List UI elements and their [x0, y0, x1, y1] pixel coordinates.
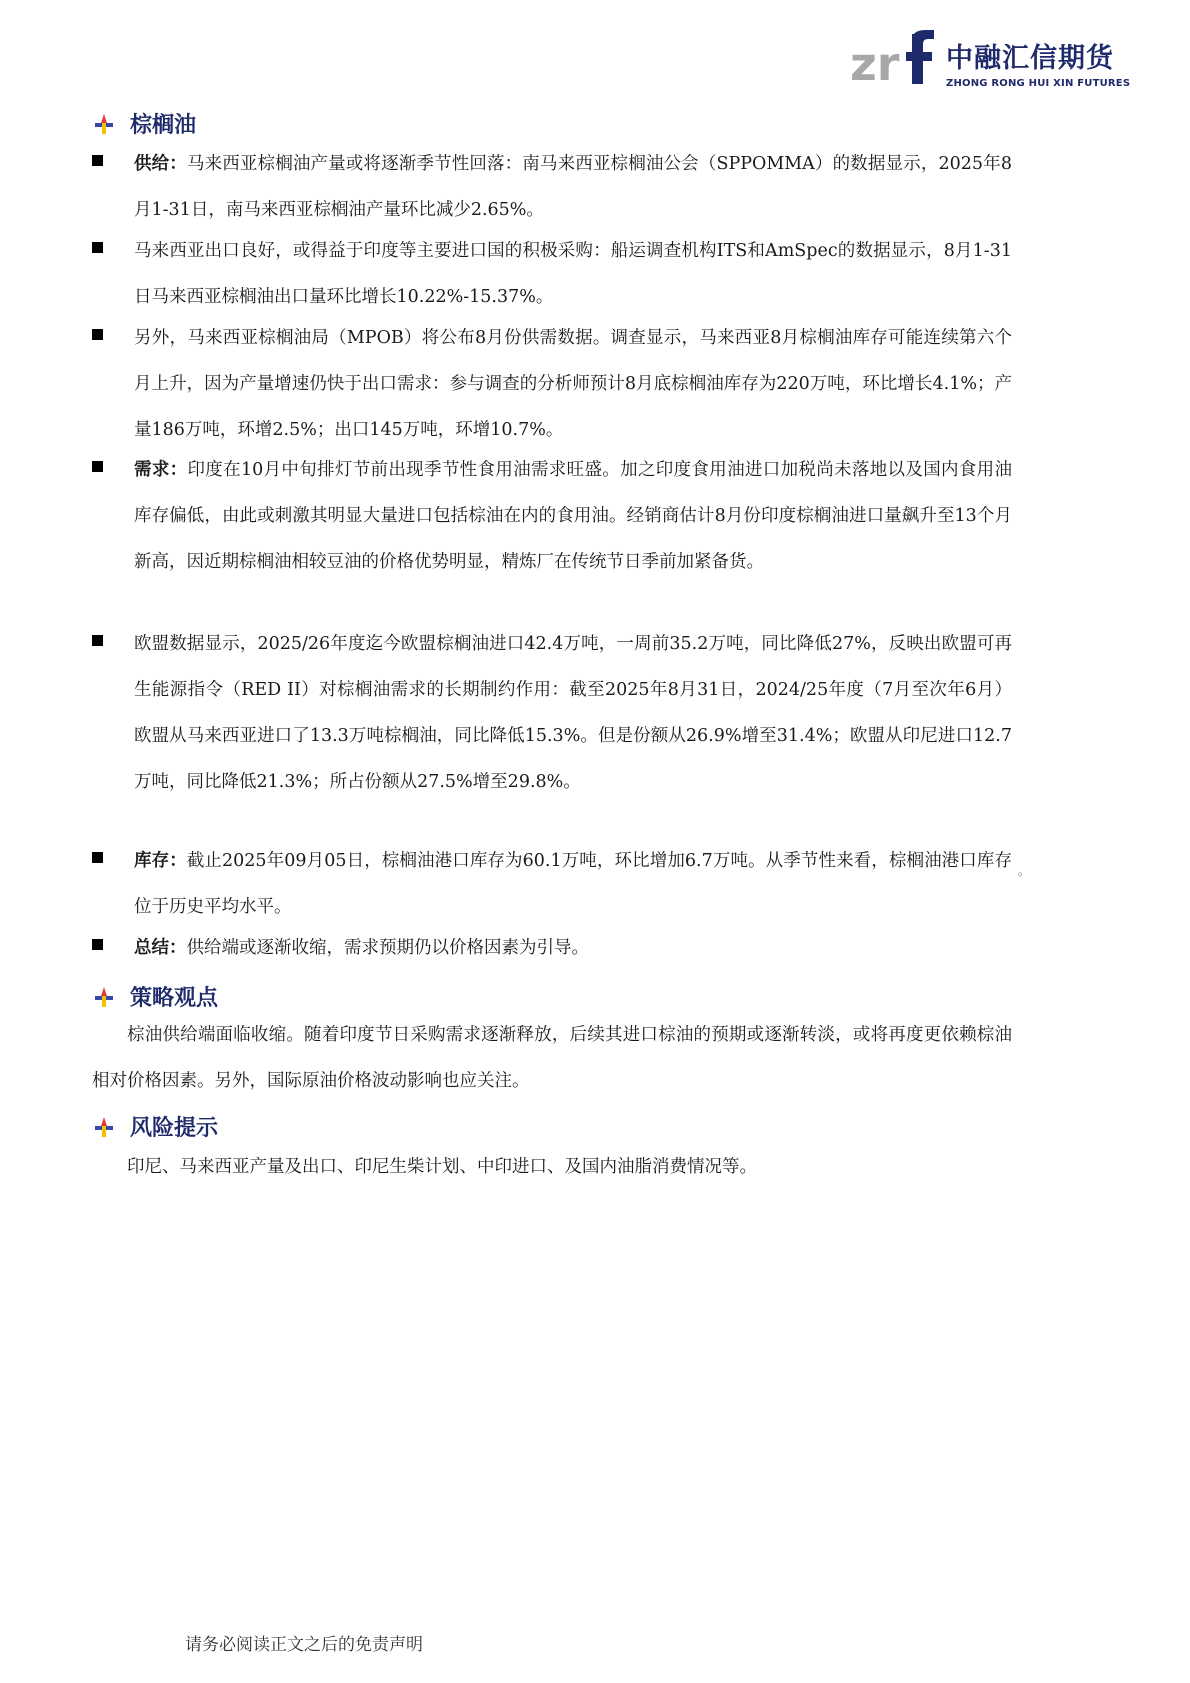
list-item-eu — [92, 621, 1012, 805]
section-marker-icon — [93, 986, 115, 1008]
section-heading-risk — [93, 1111, 218, 1142]
list-item-mpob — [92, 315, 1012, 453]
item-label: 需求： — [134, 460, 188, 480]
logo-english-name: ZHONG RONG HUI XIN FUTURES — [946, 78, 1131, 89]
item-text: 马来西亚棕榈油产量或将逐渐季节性回落：南马来西亚棕榈油公会（SPPOMMA）的数据显示，2025年8月1-31日，南马来西亚棕榈油产量环比减少2.65%。 — [134, 154, 1012, 220]
section-marker-icon — [93, 113, 115, 135]
list-item-export — [92, 228, 1012, 320]
strategy-paragraph: 棕油供给端面临收缩。随着印度节日采购需求逐渐释放，后续其进口棕油的预期或逐渐转淡，或将再度更依赖棕油相对价格因素。另外，国际原油价格波动影响也应关注。 — [92, 1025, 1012, 1091]
square-bullet-icon — [92, 155, 103, 166]
square-bullet-icon — [92, 329, 103, 340]
list-item-demand — [92, 447, 1012, 585]
list-item-summary — [92, 925, 1012, 971]
section-heading-palm-oil — [93, 108, 196, 139]
company-logo — [848, 30, 1131, 90]
disclaimer-footer: 请务必阅读正文之后的免责声明 — [185, 1635, 423, 1655]
section-title: 策略观点 — [130, 986, 219, 1011]
item-label: 供给： — [134, 154, 187, 174]
square-bullet-icon — [92, 461, 103, 472]
section-title: 棕榈油 — [130, 113, 197, 138]
risk-paragraph: 印尼、马来西亚产量及出口、印尼生柴计划、中印进口、及国内油脂消费情况等。 — [127, 1157, 757, 1177]
item-text: 截止2025年09月05日，棕榈油港口库存为60.1万吨，环比增加6.7万吨。从季节性来看，棕榈油港口库存位于历史平均水平。 — [134, 851, 1012, 917]
square-bullet-icon — [92, 635, 103, 646]
zrf-logo-mark — [848, 30, 940, 88]
logo-chinese-name: 中融汇信期货 — [946, 43, 1114, 74]
square-bullet-icon — [92, 242, 103, 253]
square-bullet-icon — [92, 852, 103, 863]
section-marker-icon — [93, 1116, 115, 1138]
svg-text:zr: zr — [850, 37, 900, 88]
item-text: 印度在10月中旬排灯节前出现季节性食用油需求旺盛。加之印度食用油进口加税尚未落地以及国内食用油库存偏低，由此或刺激其明显大量进口包括棕油在内的食用油。经销商估计8月份印度棕榈油进口量飙升至13个月新高，因近期棕榈油相较豆油的价格优势明显，精炼厂在传统节日季前加紧备货。 — [134, 460, 1012, 572]
item-text: 另外，马来西亚棕榈油局（MPOB）将公布8月份供需数据。调查显示，马来西亚8月棕榈油库存可能连续第六个月上升，因为产量增速仍快于出口需求：参与调查的分析师预计8月底棕榈油库存为220万吨，环比增长4.1%；产量186万吨，环增2.5%；出口145万吨，环增10.7%。 — [134, 328, 1012, 440]
item-label: 库存： — [134, 851, 187, 871]
item-text: 欧盟数据显示，2025/26年度迄今欧盟棕榈油进口42.4万吨，一周前35.2万吨，同比降低27%，反映出欧盟可再生能源指令（RED II）对棕榈油需求的长期制约作用：截至2025年8月31日，2024/25年度（7月至次年6月）欧盟从马来西亚进口了13.3万吨棕榈油，同比降低15.3%。但是份额从26.9%增至31.4%；欧盟从印尼进口12.7万吨，同比降低21.3%；所占份额从27.5%增至29.8%。 — [134, 634, 1012, 792]
list-item-supply — [92, 141, 1012, 233]
logo-text — [946, 36, 1130, 89]
item-label: 总结： — [134, 938, 187, 958]
item-text: 马来西亚出口良好，或得益于印度等主要进口国的积极采购：船运调查机构ITS和AmSpec的数据显示，8月1-31日马来西亚棕榈油出口量环比增长10.22%-15.37%。 — [134, 241, 1012, 307]
section-heading-strategy — [93, 981, 218, 1012]
square-bullet-icon — [92, 939, 103, 950]
section-title: 风险提示 — [130, 1116, 219, 1141]
list-item-inventory — [92, 838, 1012, 930]
item-text: 供给端或逐渐收缩，需求预期仍以价格因素为引导。 — [186, 938, 589, 958]
stray-mark: 。 — [1018, 864, 1031, 878]
